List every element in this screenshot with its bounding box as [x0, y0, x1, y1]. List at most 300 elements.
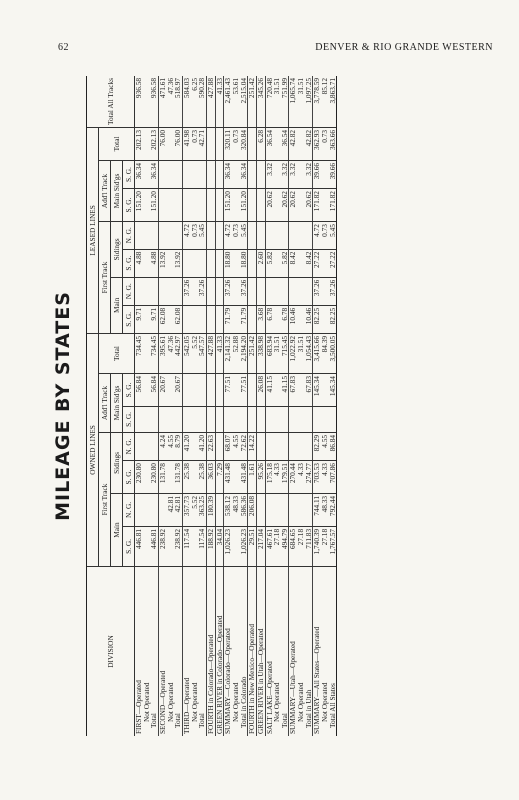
- mileage-cell: [198, 305, 206, 333]
- mileage-cell: [182, 305, 190, 333]
- division-label: SALT LAKE—Operated: [265, 567, 273, 737]
- mileage-cell: [305, 406, 313, 432]
- mileage-cell: [256, 277, 265, 305]
- mileage-cell: 47.36: [167, 76, 175, 127]
- mileage-cell: 145.34: [313, 374, 321, 407]
- mileage-cell: 131.78: [174, 461, 182, 494]
- mileage-cell: 202.13: [135, 127, 143, 160]
- mileage-cell: 734.45: [150, 333, 158, 373]
- mileage-cell: 37.26: [240, 277, 248, 305]
- mileage-cell: 274.77: [305, 461, 313, 494]
- mileage-cell: 0.73: [232, 127, 240, 160]
- mileage-cell: [289, 406, 297, 432]
- mileage-cell: 18.80: [224, 249, 232, 277]
- gauge-header: S. G.: [123, 461, 135, 494]
- table-row: [224, 76, 232, 736]
- mileage-cell: [297, 406, 305, 432]
- division-label: GREEN RIVER in Colorado—Operated: [215, 567, 224, 737]
- mileage-cell: [198, 189, 206, 222]
- mileage-cell: [297, 277, 305, 305]
- mileage-cell: 720.48: [265, 76, 273, 127]
- mileage-cell: 145.34: [329, 374, 337, 407]
- mileage-cell: 684.65: [289, 526, 297, 566]
- mileage-cell: 1,097.25: [305, 76, 313, 127]
- mileage-cell: [297, 222, 305, 250]
- mileage-cell: 715.45: [281, 333, 289, 373]
- division-label: Total: [197, 713, 207, 728]
- mileage-cell: 357.73: [182, 493, 190, 526]
- mileage-cell: 36.34: [135, 161, 143, 189]
- table-row: [313, 76, 321, 736]
- mileage-cell: 8.42: [289, 249, 297, 277]
- mileage-cell: 251.42: [248, 76, 257, 127]
- mileage-cell: [206, 161, 215, 189]
- mileage-cell: 9.71: [135, 305, 143, 333]
- mileage-cell: [224, 406, 232, 432]
- mileage-cell: 1,767.57: [329, 526, 337, 566]
- leased-total-header: Total: [99, 127, 135, 160]
- mileage-cell: 6.78: [265, 305, 273, 333]
- mileage-cell: [273, 432, 281, 460]
- mileage-cell: 4.88: [135, 249, 143, 277]
- mileage-cell: 8.79: [174, 432, 182, 460]
- mileage-cell: [167, 161, 175, 189]
- mileage-cell: 37.26: [198, 277, 206, 305]
- mileage-cell: [198, 406, 206, 432]
- mileage-cell: 4.72: [224, 222, 232, 250]
- mileage-cell: [281, 432, 289, 460]
- mileage-cell: [232, 406, 240, 432]
- mileage-cell: 3,778.59: [313, 76, 321, 127]
- mileage-cell: 151.20: [240, 189, 248, 222]
- mileage-cell: 37.26: [182, 277, 190, 305]
- mileage-cell: [135, 493, 143, 526]
- mileage-cell: 56.84: [150, 374, 158, 407]
- mileage-cell: [206, 249, 215, 277]
- mileage-cell: [248, 161, 257, 189]
- gauge-header: S. G.: [123, 526, 135, 566]
- mileage-cell: 180.39: [206, 493, 215, 526]
- mileage-cell: [198, 249, 206, 277]
- division-label: Total: [279, 713, 289, 728]
- mileage-cell: [167, 222, 175, 250]
- mileage-cell: [135, 277, 143, 305]
- mileage-cell: 36.54: [281, 127, 289, 160]
- mileage-cell: 936.58: [150, 76, 158, 127]
- mileage-cell: [143, 222, 151, 250]
- mileage-cell: 41.98: [182, 127, 190, 160]
- mileage-cell: 363.66: [329, 127, 337, 160]
- mileage-cell: 431.48: [240, 461, 248, 494]
- mileage-cell: [240, 406, 248, 432]
- mileage-cell: [150, 406, 158, 432]
- mileage-cell: 10.46: [305, 305, 313, 333]
- mileage-cell: 446.81: [150, 526, 158, 566]
- mileage-cell: 71.79: [240, 305, 248, 333]
- mileage-cell: 4.33: [297, 461, 305, 494]
- division-label: Not Operated: [272, 682, 282, 722]
- mileage-cell: 4.33: [273, 461, 281, 494]
- mileage-cell: 42.82: [305, 127, 313, 160]
- mileage-cell: 590.28: [198, 76, 206, 127]
- mileage-cell: [329, 406, 337, 432]
- division-label: FOURTH in Colorado—Operated: [206, 567, 215, 737]
- mileage-cell: [174, 189, 182, 222]
- mileage-cell: [289, 432, 297, 460]
- gauge-header: S. G.: [123, 189, 135, 222]
- mileage-cell: 202.13: [150, 127, 158, 160]
- mileage-cell: 42.81: [167, 493, 175, 526]
- leased-main-header: Main: [111, 277, 123, 333]
- mileage-cell: 27.18: [297, 526, 305, 566]
- mileage-cell: 41.33: [215, 333, 224, 373]
- mileage-cell: 4.72: [313, 222, 321, 250]
- mileage-cell: 3,500.05: [329, 333, 337, 373]
- mileage-cell: 72.62: [240, 432, 248, 460]
- mileage-cell: 542.05: [182, 333, 190, 373]
- mileage-cell: 71.79: [224, 305, 232, 333]
- mileage-cell: [135, 432, 143, 460]
- division-label: Not Operated: [141, 682, 151, 722]
- mileage-cell: [143, 406, 151, 432]
- mileage-cell: 1.61: [248, 461, 257, 494]
- table-row: [289, 76, 297, 736]
- division-label: SUMMARY—All States—Operated: [313, 567, 321, 737]
- mileage-cell: [281, 222, 289, 250]
- mileage-cell: 20.62: [289, 189, 297, 222]
- leased-first-track-header: First Track: [99, 222, 111, 334]
- mileage-cell: 31.51: [273, 76, 281, 127]
- mileage-cell: [265, 222, 273, 250]
- leased-sidings-header: Sidings: [111, 222, 123, 278]
- mileage-cell: 2,461.43: [224, 76, 232, 127]
- division-label: SECOND—Operated: [158, 567, 166, 737]
- mileage-cell: [143, 432, 151, 460]
- mileage-cell: [265, 432, 273, 460]
- gauge-header: S. G.: [123, 161, 135, 189]
- mileage-cell: 427.88: [206, 333, 215, 373]
- gauge-header: N. G.: [123, 493, 135, 526]
- mileage-cell: 37.26: [224, 277, 232, 305]
- mileage-cell: [158, 406, 166, 432]
- mileage-cell: 230.80: [150, 461, 158, 494]
- mileage-cell: 37.26: [329, 277, 337, 305]
- mileage-cell: [150, 493, 158, 526]
- mileage-cell: 47.36: [167, 333, 175, 373]
- mileage-cell: 41.15: [281, 374, 289, 407]
- mileage-cell: 82.29: [313, 432, 321, 460]
- table-row: [167, 76, 175, 736]
- mileage-cell: 238.92: [158, 526, 166, 566]
- mileage-cell: 1,026.23: [224, 526, 232, 566]
- owned-main-sidgs-header: Main Sid'gs: [111, 374, 123, 433]
- mileage-cell: [273, 222, 281, 250]
- mileage-cell: 56.84: [135, 374, 143, 407]
- mileage-cell: [256, 189, 265, 222]
- mileage-cell: [289, 277, 297, 305]
- mileage-cell: [248, 277, 257, 305]
- mileage-cell: 744.11: [313, 493, 321, 526]
- mileage-cell: [191, 161, 199, 189]
- mileage-cell: [174, 161, 182, 189]
- mileage-cell: 42.81: [174, 493, 182, 526]
- mileage-cell: 67.83: [305, 374, 313, 407]
- mileage-cell: 27.18: [321, 526, 329, 566]
- mileage-cell: [150, 222, 158, 250]
- rotated-table-page: [52, 76, 482, 736]
- mileage-cell: 27.22: [329, 249, 337, 277]
- mileage-cell: 3.32: [281, 161, 289, 189]
- mileage-cell: 42.82: [289, 127, 297, 160]
- leased-main-sidgs-header: Main Sid'gs: [111, 161, 123, 222]
- mileage-cell: 41.33: [215, 76, 224, 127]
- mileage-cell: 711.83: [305, 526, 313, 566]
- mileage-cell: [206, 127, 215, 160]
- mileage-cell: 251.42: [248, 333, 257, 373]
- mileage-cell: [174, 406, 182, 432]
- mileage-cell: 270.44: [289, 461, 297, 494]
- mileage-cell: [256, 406, 265, 432]
- mileage-cell: 41.20: [198, 432, 206, 460]
- mileage-cell: 86.84: [329, 432, 337, 460]
- mileage-cell: 13.92: [158, 249, 166, 277]
- mileage-cell: 5.82: [265, 249, 273, 277]
- mileage-cell: [215, 406, 224, 432]
- mileage-cell: 85.12: [321, 76, 329, 127]
- mileage-cell: 1,022.92: [289, 333, 297, 373]
- owned-lines-header: OWNED LINES: [87, 333, 99, 566]
- mileage-cell: 76.00: [174, 127, 182, 160]
- table-row: [329, 76, 337, 736]
- mileage-cell: [182, 374, 190, 407]
- owned-total-header: Total: [99, 333, 135, 373]
- mileage-cell: 431.48: [224, 461, 232, 494]
- mileage-cell: 6.28: [256, 127, 265, 160]
- mileage-cell: 2,141.32: [224, 333, 232, 373]
- mileage-cell: [265, 493, 273, 526]
- mileage-cell: 345.26: [256, 76, 265, 127]
- mileage-cell: 20.67: [158, 374, 166, 407]
- mileage-cell: 151.20: [224, 189, 232, 222]
- mileage-cell: 67.83: [289, 374, 297, 407]
- mileage-cell: [273, 406, 281, 432]
- mileage-cell: 238.92: [174, 526, 182, 566]
- mileage-cell: [206, 222, 215, 250]
- mileage-cell: 18.80: [240, 249, 248, 277]
- mileage-cell: [143, 277, 151, 305]
- mileage-cell: 4.55: [232, 432, 240, 460]
- mileage-cell: 76.00: [158, 127, 166, 160]
- mileage-cell: [248, 222, 257, 250]
- mileage-cell: [289, 222, 297, 250]
- mileage-table-body: [135, 76, 337, 736]
- mileage-cell: [313, 406, 321, 432]
- mileage-cell: 179.51: [281, 461, 289, 494]
- mileage-cell: 171.82: [329, 189, 337, 222]
- mileage-cell: 0.73: [321, 222, 329, 250]
- mileage-cell: [248, 189, 257, 222]
- division-label: Total All States: [329, 567, 337, 737]
- mileage-cell: [273, 493, 281, 526]
- mileage-cell: 362.93: [313, 127, 321, 160]
- mileage-cell: 4.88: [150, 249, 158, 277]
- mileage-cell: 792.44: [329, 493, 337, 526]
- mileage-cell: [206, 189, 215, 222]
- gauge-header: S. G.: [123, 305, 135, 333]
- mileage-cell: [289, 493, 297, 526]
- mileage-cell: [182, 249, 190, 277]
- mileage-cell: 117.54: [182, 526, 190, 566]
- mileage-cell: [256, 222, 265, 250]
- mileage-cell: 936.58: [135, 76, 143, 127]
- mileage-cell: 26.08: [256, 374, 265, 407]
- page-header: [58, 42, 493, 56]
- mileage-cell: 77.51: [224, 374, 232, 407]
- mileage-cell: 41.20: [182, 432, 190, 460]
- mileage-cell: [206, 406, 215, 432]
- mileage-cell: [206, 305, 215, 333]
- mileage-cell: 230.80: [135, 461, 143, 494]
- mileage-cell: 13.92: [174, 249, 182, 277]
- mileage-cell: 683.94: [265, 333, 273, 373]
- mileage-cell: 10.46: [289, 305, 297, 333]
- mileage-cell: 48.33: [232, 493, 240, 526]
- mileage-cell: 42.71: [198, 127, 206, 160]
- mileage-cell: 36.34: [240, 161, 248, 189]
- mileage-cell: 518.97: [174, 76, 182, 127]
- table-row: [206, 76, 215, 736]
- division-label: Total in Utah: [303, 689, 313, 728]
- mileage-cell: 27.18: [273, 526, 281, 566]
- mileage-cell: [167, 189, 175, 222]
- mileage-cell: 131.78: [158, 461, 166, 494]
- mileage-cell: [281, 406, 289, 432]
- mileage-cell: [321, 406, 329, 432]
- mileage-cell: 446.81: [135, 526, 143, 566]
- mileage-cell: 41.15: [265, 374, 273, 407]
- mileage-cell: 77.51: [240, 374, 248, 407]
- page-title: MILEAGE BY STATES: [52, 291, 74, 521]
- table-row: [191, 76, 199, 736]
- division-header: DIVISION: [87, 567, 135, 737]
- mileage-cell: 338.98: [256, 333, 265, 373]
- mileage-cell: 1,026.23: [240, 526, 248, 566]
- mileage-cell: 5.45: [198, 222, 206, 250]
- mileage-cell: 3.68: [256, 305, 265, 333]
- mileage-cell: [265, 277, 273, 305]
- table-row: [265, 76, 273, 736]
- mileage-cell: 751.99: [281, 76, 289, 127]
- mileage-cell: 3,863.71: [329, 76, 337, 127]
- mileage-cell: 20.62: [265, 189, 273, 222]
- mileage-cell: [182, 406, 190, 432]
- division-label: Total: [173, 713, 183, 728]
- mileage-cell: [135, 406, 143, 432]
- mileage-cell: 31.51: [273, 333, 281, 373]
- mileage-cell: [150, 277, 158, 305]
- mileage-cell: 4.55: [321, 432, 329, 460]
- mileage-cell: [256, 161, 265, 189]
- mileage-cell: 20.67: [174, 374, 182, 407]
- division-label: Not Operated: [230, 682, 240, 722]
- mileage-cell: [143, 493, 151, 526]
- mileage-cell: [182, 161, 190, 189]
- mileage-cell: 36.54: [265, 127, 273, 160]
- mileage-cell: 53.61: [232, 76, 240, 127]
- mileage-cell: 9.71: [150, 305, 158, 333]
- mileage-cell: 1,054.43: [305, 333, 313, 373]
- mileage-cell: 1,740.39: [313, 526, 321, 566]
- division-label: Total: [149, 713, 159, 728]
- mileage-cell: 5.52: [191, 333, 199, 373]
- mileage-cell: 703.53: [313, 461, 321, 494]
- mileage-cell: 584.03: [182, 76, 190, 127]
- gauge-header: N. G.: [123, 277, 135, 305]
- mileage-cell: 2.60: [256, 249, 265, 277]
- division-label: FOURTH in New Mexico—Operated: [248, 567, 257, 737]
- mileage-table: [86, 76, 337, 736]
- mileage-cell: [191, 374, 199, 407]
- leased-addl-track-header: Add'l Track: [99, 161, 111, 222]
- mileage-cell: [281, 493, 289, 526]
- mileage-cell: [158, 222, 166, 250]
- mileage-cell: [158, 189, 166, 222]
- mileage-cell: 27.22: [313, 249, 321, 277]
- mileage-cell: 68.07: [224, 432, 232, 460]
- mileage-cell: 0.73: [191, 222, 199, 250]
- mileage-cell: 467.61: [265, 526, 273, 566]
- mileage-cell: [191, 189, 199, 222]
- mileage-cell: [206, 374, 215, 407]
- mileage-cell: 8.42: [305, 249, 313, 277]
- mileage-cell: 427.88: [206, 76, 215, 127]
- mileage-cell: 3.32: [265, 161, 273, 189]
- mileage-cell: 0.73: [321, 127, 329, 160]
- mileage-cell: 36.03: [206, 461, 215, 494]
- gauge-header: S. G.: [123, 249, 135, 277]
- mileage-cell: [297, 493, 305, 526]
- mileage-cell: [198, 374, 206, 407]
- division-label: Not Operated: [296, 682, 306, 722]
- mileage-cell: 4.55: [167, 432, 175, 460]
- mileage-cell: 494.79: [281, 526, 289, 566]
- division-label: Not Operated: [189, 682, 199, 722]
- mileage-cell: [191, 305, 199, 333]
- page-number: 62: [58, 42, 69, 53]
- mileage-cell: 4.72: [182, 222, 190, 250]
- mileage-cell: 1,065.74: [289, 76, 297, 127]
- mileage-cell: 0.73: [232, 222, 240, 250]
- mileage-cell: 31.51: [297, 76, 305, 127]
- table-row: [174, 76, 182, 736]
- mileage-cell: 82.25: [313, 305, 321, 333]
- mileage-cell: [265, 406, 273, 432]
- mileage-cell: 36.34: [150, 161, 158, 189]
- mileage-cell: 175.18: [265, 461, 273, 494]
- mileage-cell: [182, 189, 190, 222]
- table-row: [182, 76, 190, 736]
- owned-first-track-header: First Track: [99, 432, 111, 566]
- division-label: Not Operated: [165, 682, 175, 722]
- mileage-cell: 84.39: [321, 333, 329, 373]
- mileage-cell: 5.52: [191, 493, 199, 526]
- leased-lines-header: LEASED LINES: [87, 127, 99, 333]
- total-all-tracks-header: Total All Tracks: [87, 76, 135, 127]
- mileage-cell: [256, 432, 265, 460]
- mileage-cell: 25.38: [198, 461, 206, 494]
- mileage-cell: [135, 222, 143, 250]
- mileage-cell: 48.33: [321, 493, 329, 526]
